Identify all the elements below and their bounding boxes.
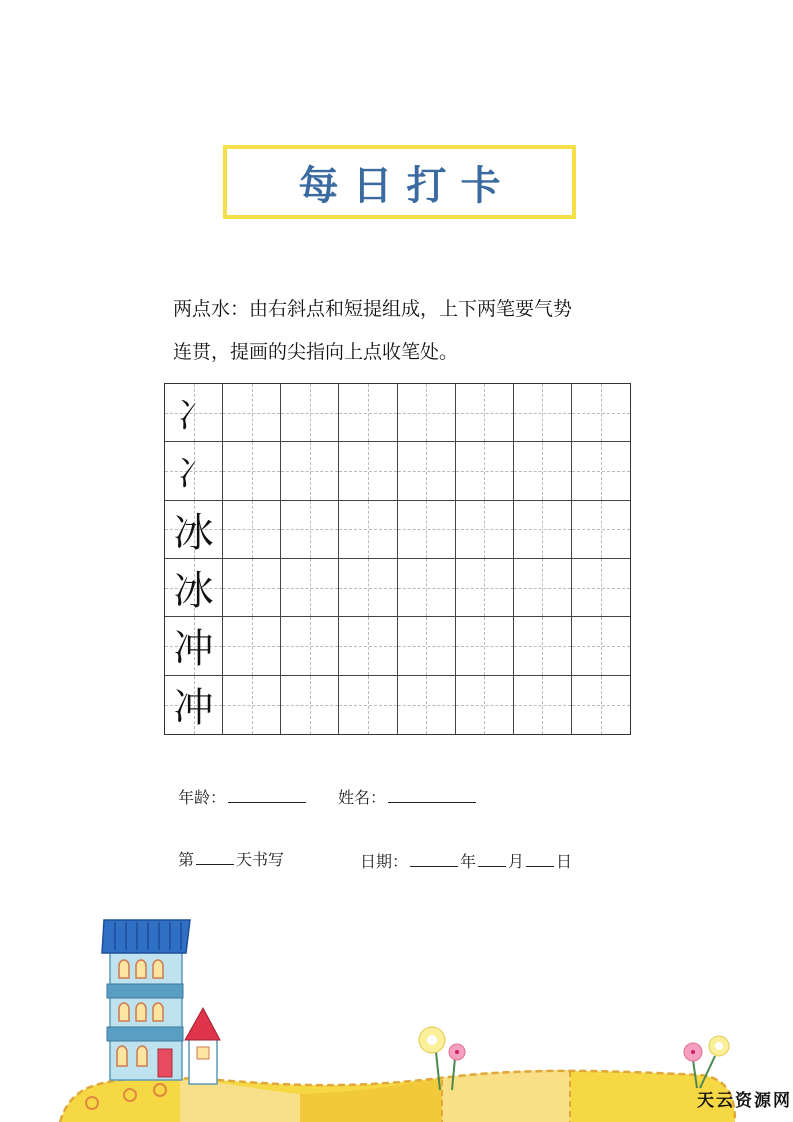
grid-cell bbox=[572, 501, 630, 559]
grid-cell bbox=[281, 617, 339, 675]
month-label: 月 bbox=[508, 852, 525, 871]
instruction-line-2: 连贯，提画的尖指向上点收笔处。 bbox=[173, 341, 459, 363]
grid-cell bbox=[514, 559, 572, 617]
grid-cell bbox=[398, 676, 456, 734]
grid-cell bbox=[165, 676, 223, 734]
day-prefix: 第 bbox=[178, 850, 195, 869]
grid-cell bbox=[456, 501, 514, 559]
model-char: 冲 bbox=[173, 685, 214, 732]
grid-cell bbox=[514, 617, 572, 675]
name-label: 姓名： bbox=[338, 788, 387, 807]
name-field bbox=[338, 785, 478, 808]
grid-cell bbox=[572, 384, 630, 442]
grid-cell bbox=[339, 617, 397, 675]
grid-cell bbox=[398, 617, 456, 675]
grid-cell bbox=[281, 676, 339, 734]
date-label: 日期： bbox=[360, 852, 409, 871]
grid-cell bbox=[165, 442, 223, 500]
grid-cell bbox=[223, 501, 281, 559]
grid-cell bbox=[456, 617, 514, 675]
grid-cell bbox=[165, 384, 223, 442]
day-label: 日 bbox=[556, 852, 573, 871]
day-blank[interactable] bbox=[526, 852, 554, 867]
grid-cell bbox=[339, 559, 397, 617]
instruction-text bbox=[173, 288, 643, 374]
age-label: 年龄： bbox=[178, 788, 227, 807]
grid-cell bbox=[281, 442, 339, 500]
grid-cell bbox=[165, 501, 223, 559]
model-char: 冰 bbox=[173, 509, 214, 556]
grid-cell bbox=[456, 384, 514, 442]
grid-cell bbox=[514, 384, 572, 442]
model-char: 冫 bbox=[176, 454, 211, 495]
day-count-field bbox=[178, 847, 284, 870]
grid-cell bbox=[572, 617, 630, 675]
date-field bbox=[360, 849, 572, 872]
grid-cell bbox=[339, 501, 397, 559]
grid-cell bbox=[339, 384, 397, 442]
grid-cell bbox=[456, 676, 514, 734]
grid-cell bbox=[281, 559, 339, 617]
day-suffix: 天书写 bbox=[236, 850, 285, 869]
instruction-line-1: 两点水：由右斜点和短提组成，上下两笔要气势 bbox=[173, 298, 573, 320]
grid-cell bbox=[514, 676, 572, 734]
month-blank[interactable] bbox=[478, 852, 506, 867]
day-count-blank[interactable] bbox=[196, 850, 234, 865]
grid-cell bbox=[398, 442, 456, 500]
grid-cell bbox=[572, 442, 630, 500]
grid-cell bbox=[223, 559, 281, 617]
grid-cell bbox=[223, 676, 281, 734]
grid-cell bbox=[514, 442, 572, 500]
grid-cell bbox=[572, 559, 630, 617]
page-title: 每日打卡 bbox=[298, 162, 515, 209]
grid-cell bbox=[281, 384, 339, 442]
age-field bbox=[178, 785, 308, 808]
practice-grid bbox=[164, 383, 631, 735]
model-char: 冰 bbox=[173, 568, 214, 615]
year-blank[interactable] bbox=[410, 852, 458, 867]
grid-cell bbox=[339, 442, 397, 500]
grid-cell bbox=[165, 559, 223, 617]
name-blank[interactable] bbox=[388, 788, 476, 803]
grid-cell bbox=[398, 559, 456, 617]
grid-cell bbox=[514, 501, 572, 559]
grid-cell bbox=[456, 559, 514, 617]
grid-cell bbox=[281, 501, 339, 559]
watermark: 天云资源网 bbox=[697, 1091, 792, 1111]
grid-cell bbox=[398, 384, 456, 442]
year-label: 年 bbox=[460, 852, 477, 871]
model-char: 冲 bbox=[173, 626, 214, 673]
grid-cell bbox=[339, 676, 397, 734]
grid-cell bbox=[223, 617, 281, 675]
grid-cell bbox=[456, 442, 514, 500]
model-char: 冫 bbox=[176, 396, 211, 437]
grid-cell bbox=[223, 442, 281, 500]
grid-cell bbox=[223, 384, 281, 442]
age-blank[interactable] bbox=[228, 788, 306, 803]
title-banner bbox=[223, 145, 576, 219]
grid-cell bbox=[165, 617, 223, 675]
grid-cell bbox=[572, 676, 630, 734]
grid-cell bbox=[398, 501, 456, 559]
